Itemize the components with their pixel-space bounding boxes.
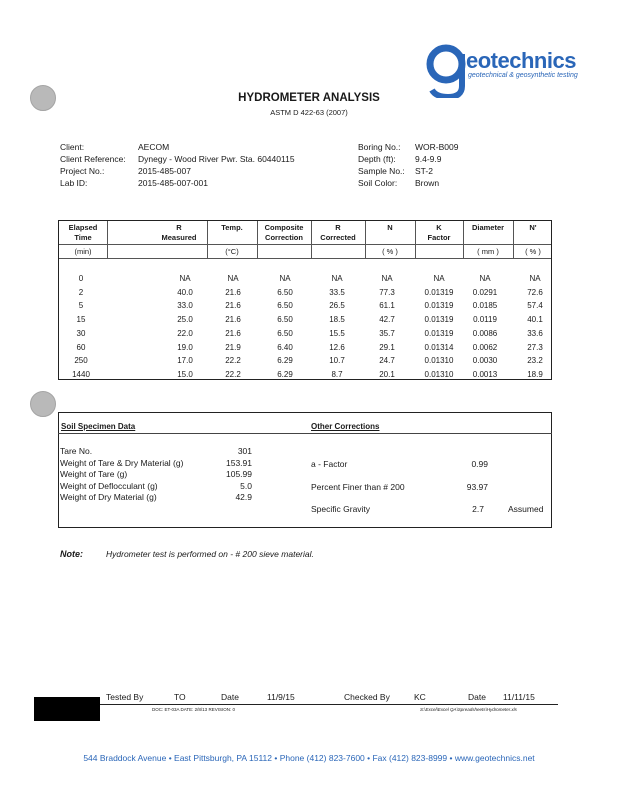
table-cell: 5	[78, 301, 84, 311]
table-cell: 0.0030	[472, 356, 498, 366]
table-cell: 40.0	[177, 287, 193, 297]
info-value: AECOM	[138, 142, 170, 152]
table-cell: 0.0185	[472, 301, 498, 311]
column-header-sub: Time	[74, 233, 92, 242]
table-cell: 6.29	[277, 369, 293, 379]
table-cell: NA	[179, 274, 191, 283]
info-value: WOR-B009	[415, 142, 459, 152]
specimen-label: Weight of Tare (g)	[60, 469, 128, 479]
table-cell: 20.1	[379, 369, 395, 379]
a-factor-value: 0.99	[471, 459, 488, 469]
specimen-title: Soil Specimen Data	[61, 422, 136, 431]
specimen-value: 301	[237, 446, 252, 456]
table-cell: 12.6	[329, 342, 345, 352]
table-cell: NA	[433, 274, 445, 283]
table-cell: 0.01319	[424, 287, 454, 297]
specimen-value: 105.99	[226, 469, 252, 479]
column-header: N	[387, 223, 393, 232]
table-cell: 0.01310	[424, 369, 454, 379]
specimen-label: Weight of Deflocculant (g)	[60, 480, 158, 491]
table-cell: 21.6	[225, 301, 241, 311]
header-divider	[59, 244, 551, 245]
table-cell: 18.5	[329, 315, 345, 325]
table-cell: 72.6	[527, 287, 543, 297]
table-cell: 77.3	[379, 287, 395, 297]
specific-gravity-note: Assumed	[508, 504, 544, 514]
table-cell: 61.1	[379, 301, 395, 311]
table-cell: 18.9	[527, 369, 543, 379]
table-cell: 15	[76, 315, 86, 325]
table-cell: 6.50	[277, 328, 293, 338]
table-cell: 2	[78, 287, 84, 297]
info-value: 2015-485-007	[138, 166, 191, 176]
table-cell: 21.9	[225, 342, 241, 352]
table-cell: 8.7	[331, 369, 343, 379]
info-label: Lab ID:	[60, 178, 88, 188]
table-cell: NA	[227, 274, 239, 283]
tested-by-label: Tested By	[106, 692, 144, 702]
table-cell: 19.0	[177, 342, 193, 352]
table-cell: 21.6	[225, 315, 241, 325]
specific-gravity-value: 2.7	[472, 504, 484, 514]
date-label-2: Date	[468, 692, 486, 702]
table-cell: 15.5	[329, 328, 345, 338]
column-header-sub: Factor	[427, 233, 451, 242]
table-cell: 1440	[72, 369, 90, 379]
column-header: Elapsed	[68, 223, 98, 232]
table-cell: NA	[479, 274, 491, 283]
specimen-label: Weight of Tare & Dry Material (g)	[60, 457, 184, 468]
info-value: 9.4-9.9	[415, 154, 442, 164]
checked-by-label: Checked By	[344, 692, 390, 702]
column-header: K	[436, 223, 442, 232]
table-cell: 24.7	[379, 356, 395, 366]
column-unit: (°C)	[225, 247, 239, 256]
specimen-title-rule	[58, 433, 552, 434]
corrections-title: Other Corrections	[311, 422, 380, 431]
table-cell: 40.1	[527, 315, 543, 325]
table-cell: 23.2	[527, 356, 543, 366]
table-cell: NA	[279, 274, 291, 283]
date-label-1: Date	[221, 692, 239, 702]
note-text: Hydrometer test is performed on - # 200 sieve material.	[106, 549, 314, 559]
table-cell: 0.0291	[472, 287, 498, 297]
table-cell: 22.0	[177, 328, 193, 338]
table-cell: NA	[529, 274, 541, 283]
checked-by-value: KC	[414, 692, 426, 702]
column-header: Diameter	[471, 223, 505, 232]
percent-finer-label: Percent Finer than # 200	[311, 482, 405, 492]
column-unit: ( % )	[525, 247, 541, 256]
table-cell: 0.01319	[424, 301, 454, 311]
logo-tagline: geotechnical & geosynthetic testing	[468, 72, 578, 79]
table-cell: 25.0	[177, 315, 193, 325]
table-cell: 15.0	[177, 369, 193, 379]
date-value-2: 11/11/15	[503, 692, 535, 702]
table-cell: 0.01319	[424, 328, 454, 338]
column-unit: ( mm )	[477, 247, 499, 256]
date-value-1: 11/9/15	[267, 692, 295, 702]
table-cell: 0.0013	[472, 369, 498, 379]
table-cell: 57.4	[527, 301, 543, 311]
table-cell: 10.7	[329, 356, 345, 366]
column-header-sub: Measured	[161, 233, 197, 242]
info-value: Brown	[415, 178, 440, 188]
hydrometer-table	[58, 220, 552, 380]
info-label: Sample No.:	[358, 166, 405, 176]
table-cell: 0	[78, 274, 84, 283]
table-cell: 35.7	[379, 328, 395, 338]
info-label: Boring No.:	[358, 142, 401, 152]
table-cell: 0.0062	[472, 342, 498, 352]
table-cell: 6.40	[277, 342, 293, 352]
specific-gravity-label: Specific Gravity	[311, 504, 371, 514]
specimen-value: 42.9	[235, 492, 252, 502]
table-cell: 6.29	[277, 356, 293, 366]
specimen-label: Weight of Dry Material (g)	[60, 492, 157, 502]
table-cell: 6.50	[277, 301, 293, 311]
info-value: Dynegy - Wood River Pwr. Sta. 60440115	[138, 154, 295, 164]
signoff-rule	[100, 704, 558, 705]
company-address: 544 Braddock Avenue • East Pittsburgh, PA 15112 • Phone (412) 823-7600 • Fax (412) 823-8999 • www.geotechnics.net	[83, 753, 535, 763]
column-header: N'	[529, 223, 537, 232]
info-value: 2015-485-007-001	[138, 178, 208, 188]
column-header: Composite	[264, 223, 304, 232]
specimen-label: Tare No.	[60, 446, 93, 456]
geotechnics-logo-icon	[426, 40, 466, 98]
table-cell: 33.5	[329, 287, 345, 297]
table-cell: 26.5	[329, 301, 345, 311]
logo-wordmark: eotechnics	[466, 48, 576, 73]
info-label: Project No.:	[60, 166, 105, 176]
redaction-box	[34, 697, 100, 721]
table-cell: 0.01319	[424, 315, 454, 325]
table-cell: 21.6	[225, 328, 241, 338]
specimen-value: 5.0	[240, 480, 252, 491]
table-cell: 0.0119	[473, 315, 497, 325]
table-cell: 22.2	[225, 356, 241, 366]
table-cell: NA	[381, 274, 393, 283]
doc-reference: DOC: ET-03A DATE: 2/8/13 REVISION: 0	[152, 707, 235, 712]
standard-reference: ASTM D 422-63 (2007)	[270, 108, 348, 117]
table-cell: 60	[76, 342, 86, 352]
column-unit: ( % )	[382, 247, 398, 256]
table-cell: 6.50	[277, 315, 293, 325]
info-label: Soil Color:	[358, 178, 398, 188]
column-header-sub: Correction	[265, 233, 303, 242]
table-cell: 21.6	[225, 287, 241, 297]
table-cell: 29.1	[379, 342, 395, 352]
table-cell: 17.0	[177, 356, 193, 366]
column-header-sub: Corrected	[320, 233, 356, 242]
info-label: Client Reference:	[60, 154, 126, 164]
table-cell: 27.3	[527, 342, 543, 352]
page-title: HYDROMETER ANALYSIS	[238, 92, 380, 104]
column-header: R	[176, 223, 182, 232]
punch-hole-middle	[30, 391, 56, 417]
table-cell: 33.6	[527, 328, 543, 338]
table-cell: 0.01310	[424, 356, 454, 366]
table-cell: 6.50	[277, 287, 293, 297]
column-header: Temp.	[221, 223, 243, 232]
file-reference: S:\Excel\Excel QA\Spreadsheets\Hydrometer.xls	[420, 707, 517, 712]
table-cell: 42.7	[379, 315, 395, 325]
note-label: Note:	[60, 549, 83, 559]
specimen-value: 153.91	[226, 457, 252, 468]
table-cell: 22.2	[225, 369, 241, 379]
table-cell: 250	[74, 356, 88, 366]
a-factor-label: a - Factor	[311, 459, 348, 469]
header-bottom-rule	[59, 258, 551, 259]
table-cell: 30	[76, 328, 86, 338]
table-cell: 33.0	[177, 301, 193, 311]
table-cell: 0.0086	[472, 328, 498, 338]
tested-by-value: TO	[174, 692, 186, 702]
table-cell: 0.01314	[424, 342, 454, 352]
column-unit: (min)	[74, 247, 92, 256]
info-value: ST-2	[415, 166, 433, 176]
percent-finer-value: 93.97	[466, 482, 488, 492]
column-header: R	[335, 223, 341, 232]
info-label: Depth (ft):	[358, 154, 396, 164]
info-label: Client:	[60, 142, 85, 152]
table-cell: NA	[331, 274, 343, 283]
